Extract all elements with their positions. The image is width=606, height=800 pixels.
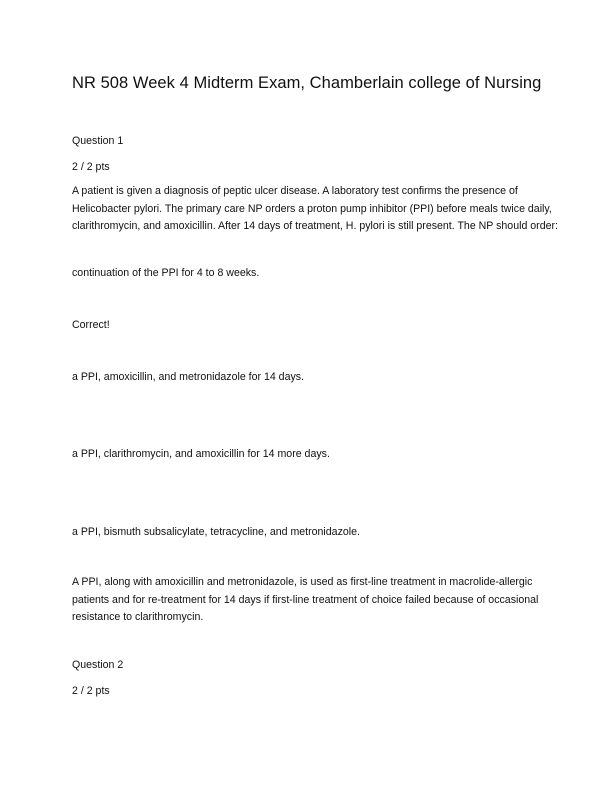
correct-label: Correct! (72, 319, 110, 331)
explanation-line: patients and for re-treatment for 14 days if first-line treatment of choice failed because of occasional (72, 593, 539, 606)
answer-option-a: continuation of the PPI for 4 to 8 weeks. (72, 267, 260, 279)
question-2-label: Question 2 (72, 659, 124, 671)
question-1-stem (72, 183, 558, 236)
question-1-stem-line: Helicobacter pylori. The primary care NP orders a proton pump inhibitor (PPI) before meals twice daily, (72, 202, 552, 215)
question-1-score: 2 / 2 pts (72, 161, 110, 173)
question-2-score: 2 / 2 pts (72, 685, 110, 697)
question-1-explanation (72, 574, 542, 627)
answer-option-c: a PPI, clarithromycin, and amoxicillin for 14 more days. (72, 448, 330, 460)
explanation-line: resistance to clarithromycin. (72, 611, 204, 623)
explanation-line: A PPI, along with amoxicillin and metronidazole, is used as first-line treatment in macrolide-allergic (72, 576, 533, 588)
question-1-label: Question 1 (72, 135, 124, 147)
question-1-stem-line: A patient is given a diagnosis of peptic ulcer disease. A laboratory test confirms the presence of (72, 185, 518, 197)
answer-option-d: a PPI, bismuth subsalicylate, tetracycline, and metronidazole. (72, 526, 360, 538)
answer-option-b: a PPI, amoxicillin, and metronidazole for 14 days. (72, 371, 305, 383)
question-1-stem-line: clarithromycin, and amoxicillin. After 14 days of treatment, H. pylori is still present. The NP should order: (72, 220, 558, 232)
document-title: NR 508 Week 4 Midterm Exam, Chamberlain college of Nursing (72, 74, 542, 92)
